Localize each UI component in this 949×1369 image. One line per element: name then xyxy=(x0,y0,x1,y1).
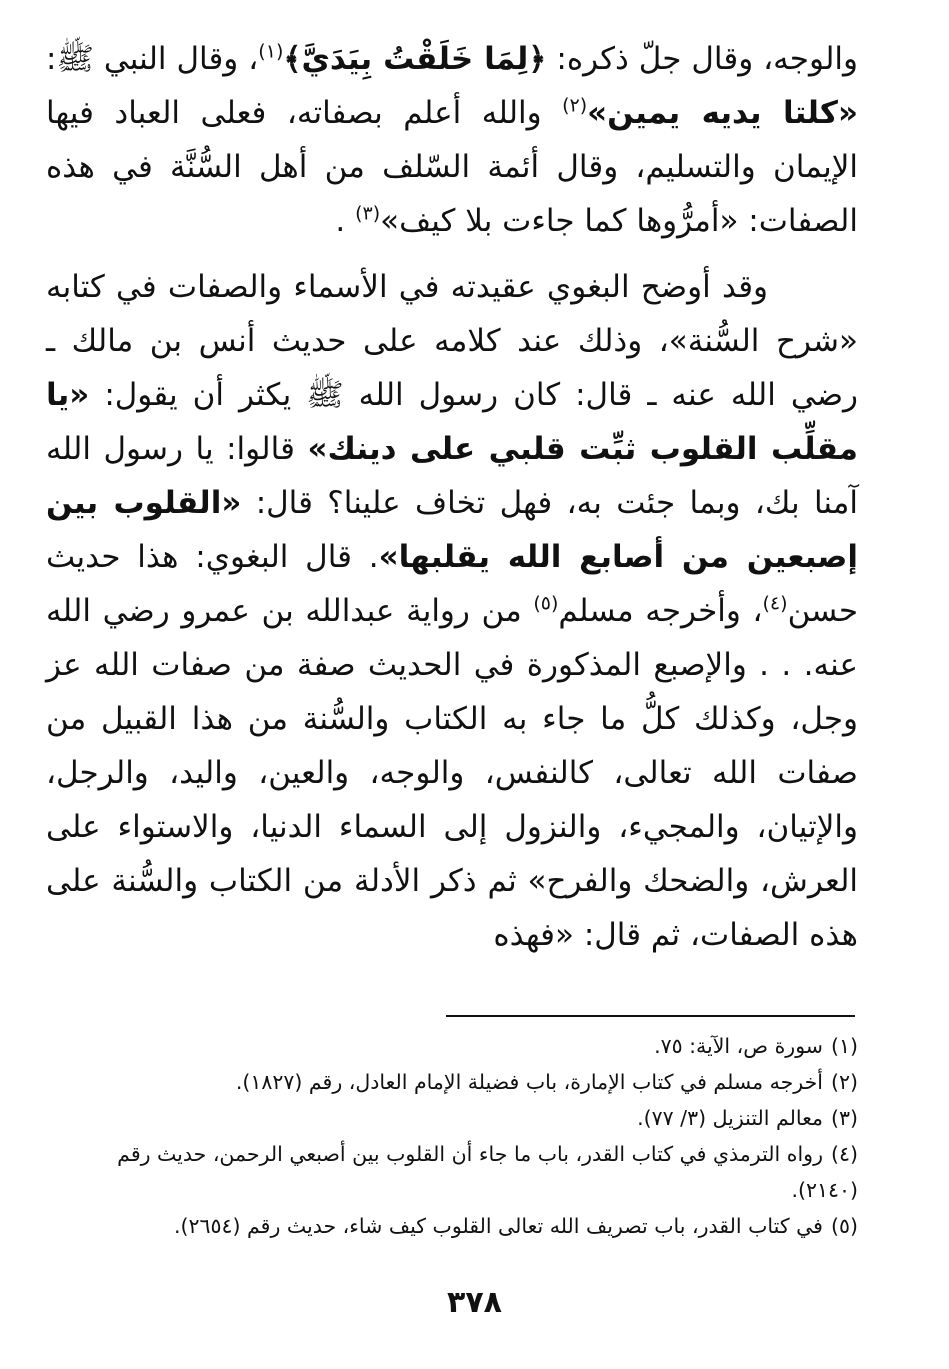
footnote-text: سورة ص، الآية: ٧٥. xyxy=(654,1034,823,1058)
footnote-3 xyxy=(46,1100,858,1136)
footnote-number: (٥) xyxy=(830,1214,858,1238)
footnote-2 xyxy=(46,1064,858,1100)
text-segment: والوجه، وقال جلّ ذكره: xyxy=(546,41,859,77)
footnote-ref-5: (٥) xyxy=(533,592,559,615)
text-segment: قالوا: يا رسول الله آمنا بك، وبما جئت به، فهل تخاف علينا؟ قال: xyxy=(46,431,858,521)
text-segment: . قال البغوي: هذا حديث حسن xyxy=(46,539,858,629)
hadith-quote: «القلوب بين إصبعين من أصابع الله يقلبها» xyxy=(46,485,858,575)
salaf-quote: «أمرُّوها كما جاءت بلا كيف» xyxy=(380,203,739,239)
footnote-number: (٤) xyxy=(830,1142,858,1166)
footnote-number: (١) xyxy=(830,1034,858,1058)
footnote-4 xyxy=(46,1136,858,1208)
text-segment: من رواية عبدالله بن عمرو رضي الله عنه. . . والإصبع المذكورة في الحديث صفة من صفات الله عز وجل، وكذلك كلُّ ما جاء به الكتاب والسُّنة من هذا القبيل من صفات الله تعالى، كالنفس، والوجه، والعين، واليد، والرجل، والإتيان، والمجيء، والنزول إلى السماء الدنيا، والاستواء على العرش، والضحك والفرح» ثم ذكر الأدلة من الكتاب والسُّنة على هذه الصفات، ثم قال: «فهذه xyxy=(46,593,858,953)
text-segment: . xyxy=(335,203,356,239)
footnote-ref-4: (٤) xyxy=(762,592,788,615)
text-segment: ، وقال النبي ﷺ: xyxy=(46,41,259,77)
footnote-text: أخرجه مسلم في كتاب الإمارة، باب فضيلة الإمام العادل، رقم (١٨٢٧). xyxy=(235,1070,823,1094)
page-number: ٣٧٨ xyxy=(447,1285,502,1320)
footnote-ref-1: (١) xyxy=(258,40,284,63)
footnote-number: (٢) xyxy=(830,1070,858,1094)
text-segment: وقد أوضح البغوي عقيدته في الأسماء والصفات في كتابه «شرح السُّنة»، وذلك عند كلامه على حديث أنس بن مالك ـ رضي الله عنه ـ قال: كان رسول الله ﷺ يكثر أن يقول: xyxy=(46,269,858,413)
quran-verse: ﴿لِمَا خَلَقْتُ بِيَدَيَّ﴾ xyxy=(283,41,547,77)
main-text xyxy=(46,32,858,962)
paragraph-1 xyxy=(46,32,858,248)
hadith-quote: «كلتا يديه يمين» xyxy=(587,95,858,131)
footnote-ref-2: (٢) xyxy=(562,94,588,117)
footnotes xyxy=(46,1028,858,1244)
footnote-1 xyxy=(46,1028,858,1064)
text-segment: والله أعلم بصفاته، فعلى العباد فيها الإيمان والتسليم، وقال أئمة السّلف من أهل السُّنَّة في هذه الصفات: xyxy=(46,95,858,239)
text-segment: ، وأخرجه مسلم xyxy=(558,593,763,629)
footnote-5 xyxy=(46,1208,858,1244)
footnote-number: (٣) xyxy=(830,1106,858,1130)
footnote-text: في كتاب القدر، باب تصريف الله تعالى القلوب كيف شاء، حديث رقم (٢٦٥٤). xyxy=(173,1214,823,1238)
hadith-quote: «يا مقلِّب القلوب ثبِّت قلبي على دينك» xyxy=(46,377,858,467)
footnote-ref-3: (٣) xyxy=(355,202,381,225)
footnote-separator xyxy=(446,1015,855,1017)
paragraph-2 xyxy=(46,260,858,962)
footnote-text: رواه الترمذي في كتاب القدر، باب ما جاء أن القلوب بين أصبعي الرحمن، حديث رقم (٢١٤٠). xyxy=(117,1142,858,1202)
footnote-text: معالم التنزيل (٣/ ٧٧). xyxy=(637,1106,823,1130)
